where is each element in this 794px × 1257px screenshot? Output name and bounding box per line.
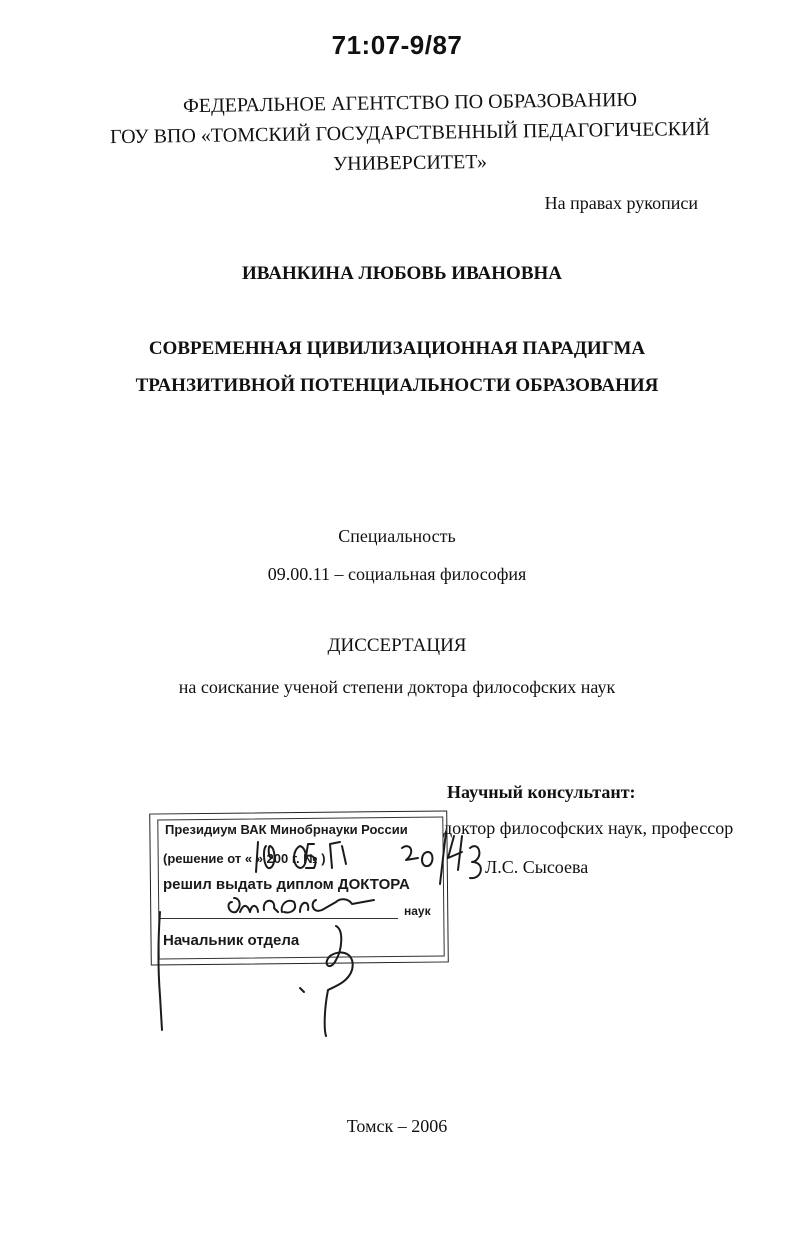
specialty-label: Специальность — [338, 526, 456, 546]
institution-line-3: УНИВЕРСИТЕТ» — [332, 150, 488, 176]
institution-line-1: ФЕДЕРАЛЬНОЕ АГЕНТСТВО ПО ОБРАЗОВАНИЮ — [182, 88, 638, 118]
stamp-line-5: Начальник отдела — [163, 932, 300, 949]
margin-tick — [300, 988, 304, 992]
stamp-line-4: наук — [404, 904, 431, 918]
rights-note: На правах рукописи — [544, 193, 698, 213]
specialty-value: 09.00.11 – социальная философия — [267, 564, 527, 584]
institution-line-2: ГОУ ВПО «ТОМСКИЙ ГОСУДАРСТВЕННЫЙ ПЕДАГОГИЧЕСКИЙ — [109, 117, 711, 149]
consultant-degree: доктор философских наук, профессор — [443, 818, 734, 838]
stamp-line-2: (решение от « » 200 г. № ) — [163, 851, 326, 866]
archive-code: 71:07-9/87 — [331, 30, 463, 60]
consultant-name: Л.С. Сысоева — [485, 857, 589, 877]
stamp-line-3: решил выдать диплом ДОКТОРА — [163, 876, 410, 893]
stamp-rule — [160, 918, 398, 919]
author-name: ИВАНКИНА ЛЮБОВЬ ИВАНОВНА — [241, 263, 562, 284]
title-line-2: ТРАНЗИТИВНОЙ ПОТЕНЦИАЛЬНОСТИ ОБРАЗОВАНИЯ — [135, 375, 659, 396]
document-type: ДИССЕРТАЦИЯ — [327, 635, 467, 656]
stamp-line-1: Президиум ВАК Минобрнауки России — [165, 822, 408, 837]
title-line-1: СОВРЕМЕННАЯ ЦИВИЛИЗАЦИОННАЯ ПАРАДИГМА — [148, 338, 646, 359]
consultant-label: Научный консультант: — [447, 782, 636, 802]
degree-line: на соискание ученой степени доктора философских наук — [178, 677, 616, 697]
place-year: Томск – 2006 — [346, 1116, 448, 1136]
